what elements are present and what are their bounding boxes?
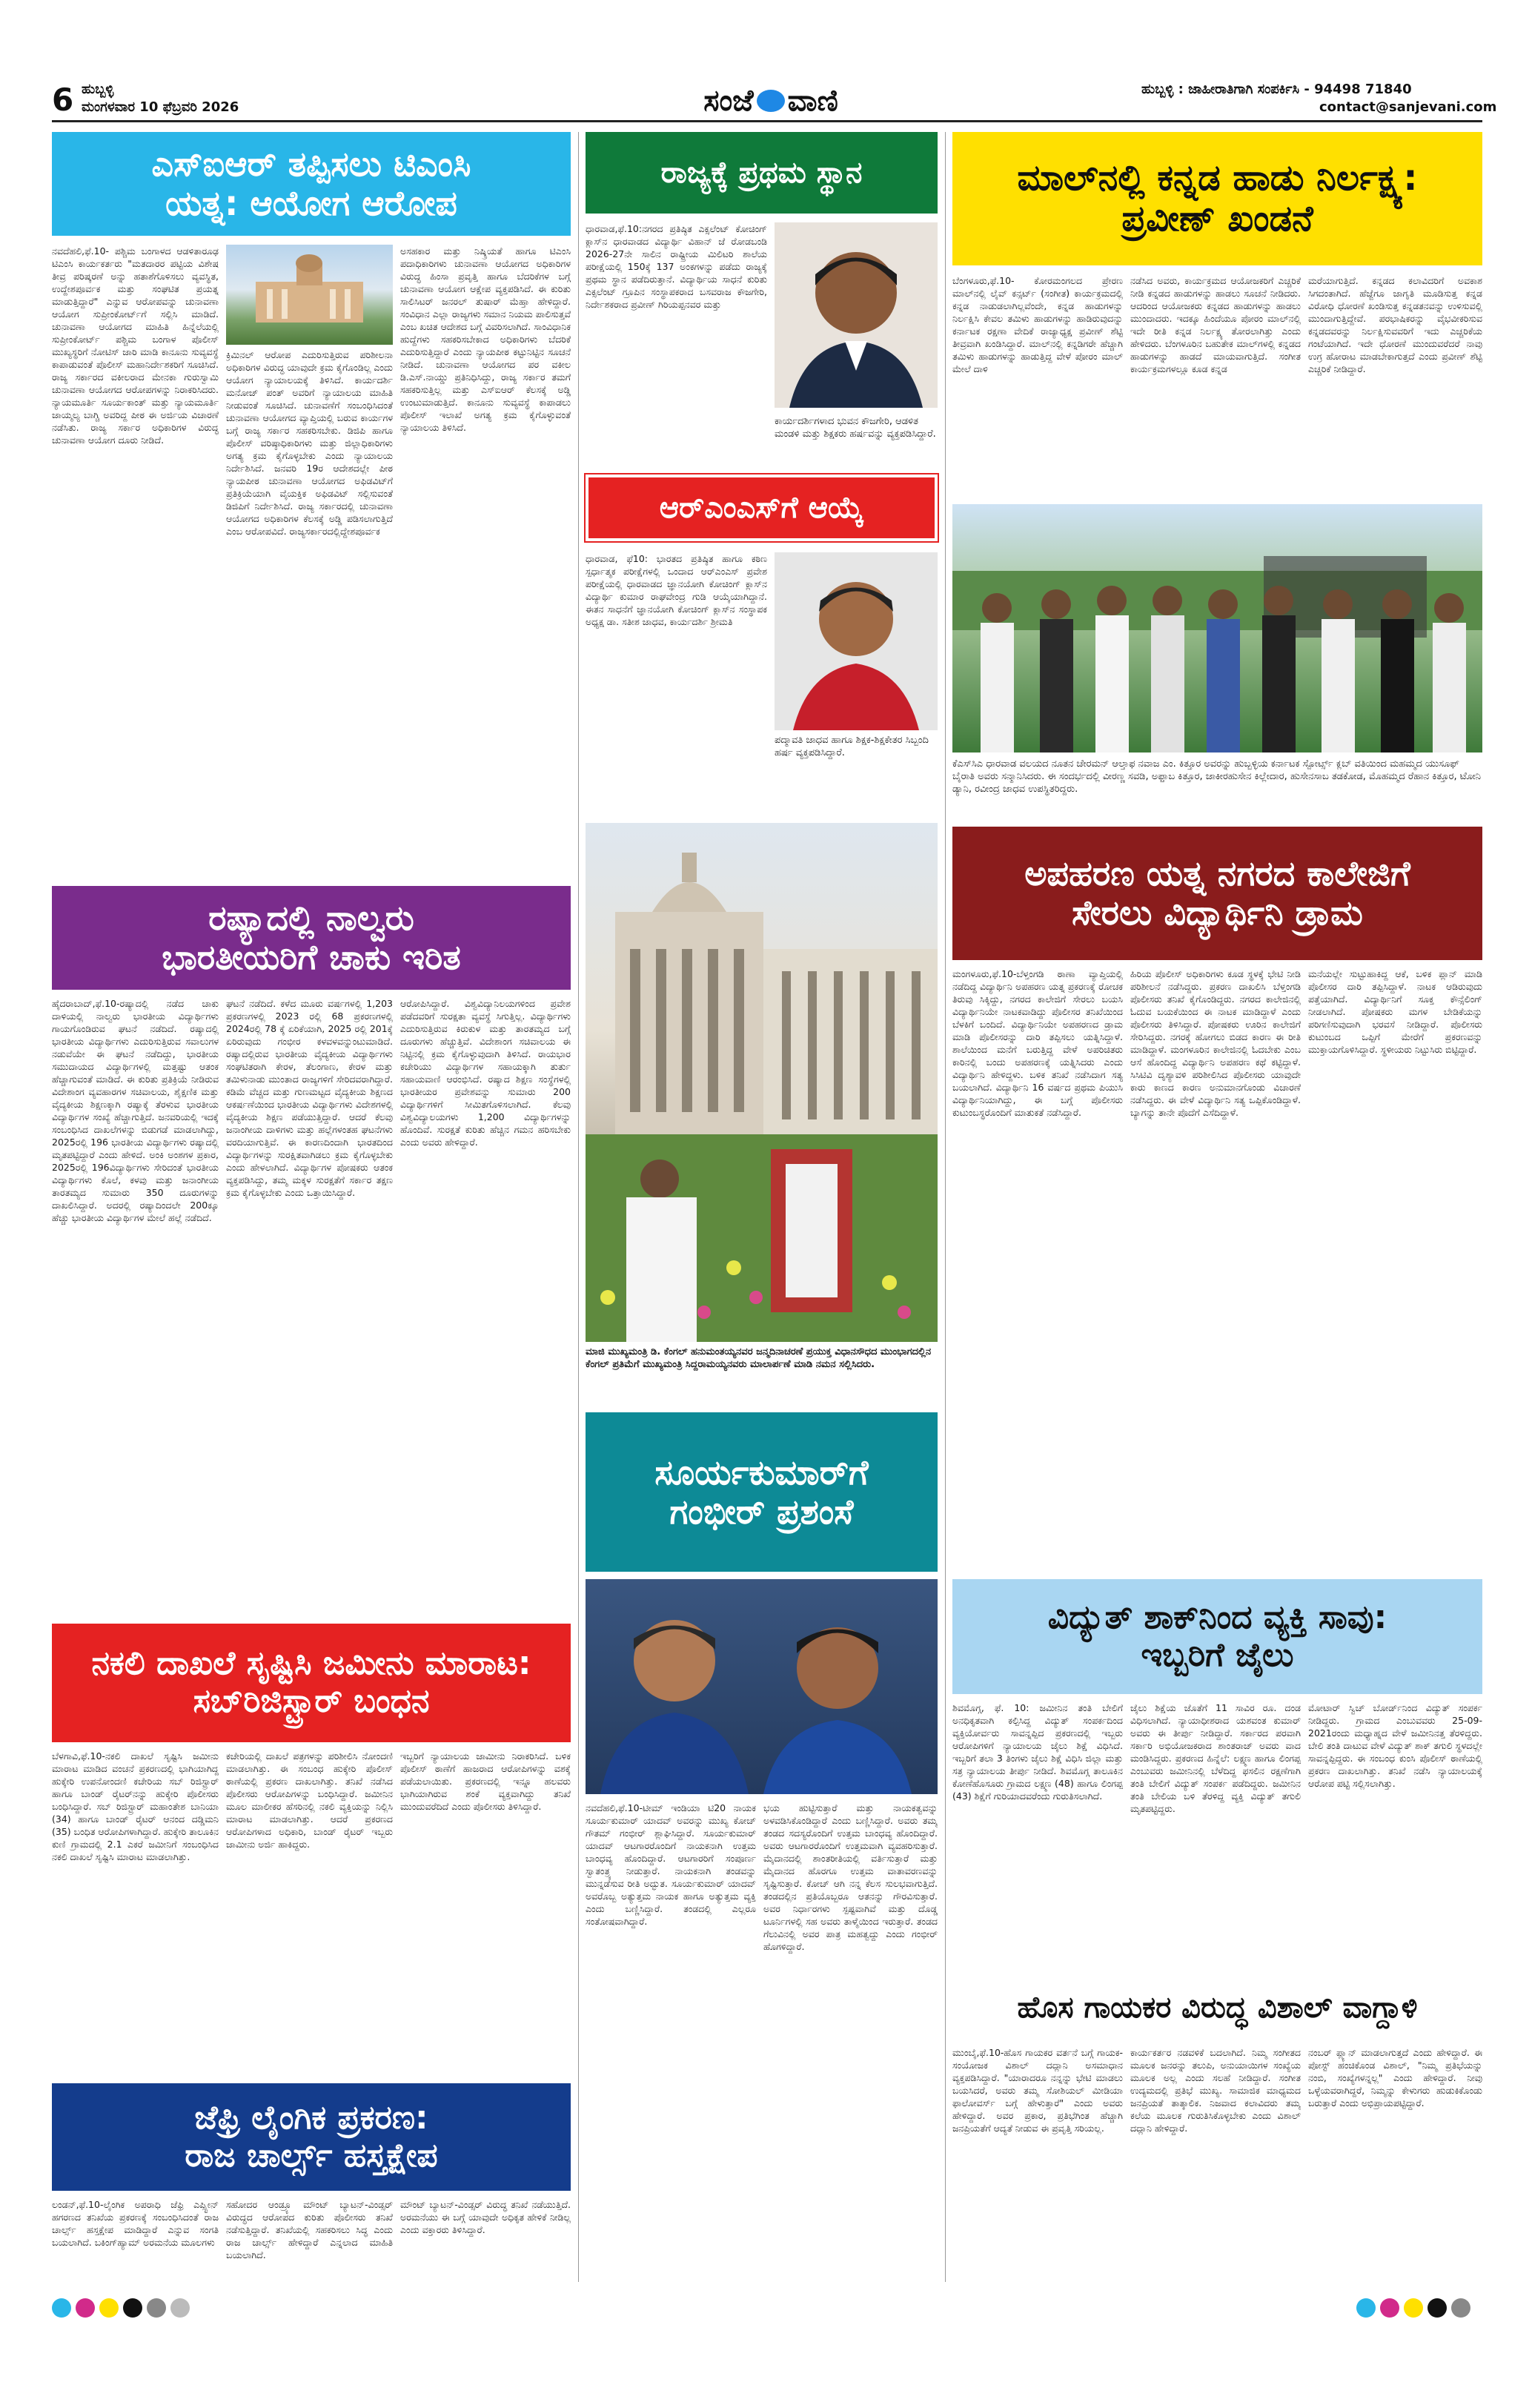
cyan-dot <box>1356 2298 1376 2318</box>
kidnap-headline-line1: ಅಪಹರಣ ಯತ್ನ ನಗರದ ಕಾಲೇಜಿಗೆ <box>1024 853 1410 894</box>
rms-body: ಧಾರವಾಡ, ಫೆ10: ಭಾರತದ ಪ್ರತಿಷ್ಠಿತ ಹಾಗೂ ಕಠಿಣ ಸ್ಪರ್ಧಾತ್ಮಕ ಪರೀಕ್ಷೆಗಳಲ್ಲಿ ಒಂದಾದ ಆರ್‌ಎಂಎಸ್ ಪ್ರವೇಶ ಪರೀಕ್ಷೆಯಲ್ಲಿ ಧಾರವಾಡದ ಜ್ಞಾನಯೋಗಿ ಕೋಚಿಂಗ್ ಕ್ಲಾಸ್‌ನ ವಿದ್ಯಾರ್ಥಿ ಕುಮಾರ ರಾಘವೇಂದ್ರ ಗುಡಿ ಆಯ್ಕೆಯಾಗಿದ್ದಾನೆ. ಈತನ ಸಾಧನೆಗೆ ಜ್ಞಾನಯೋಗಿ ಕೋಚಿಂಗ್ ಕ್ಲಾಸ್‌ನ ಸಂಸ್ಥಾಪಕ ಅಧ್ಯಕ್ಷ ಡಾ. ಸತೀಶ ಜಾಧವ, ಕಾರ್ಯದರ್ಶಿ ಶ್ರೀಮತಿ <box>586 553 767 627</box>
surya-col2: ಭಯ ಹುಟ್ಟಿಸುತ್ತಾರೆ ಮತ್ತು ನಾಯಕತ್ವವನ್ನು ಅಳವಡಿಸಿಕೊಂಡಿದ್ದಾರೆ ಎಂದು ಬಣ್ಣಿಸಿದ್ದಾರೆ. ಅವರು ತಮ್ಮ ತಂಡದ ಸದಸ್ಯರೊಂದಿಗೆ ಉತ್ತಮ ಬಾಂಧವ್ಯ ಹೊಂದಿದ್ದಾರೆ. ಅವರು ಆಟಗಾರರೊಂದಿಗೆ ಉತ್ತಮವಾಗಿ ವ್ಯವಹರಿಸುತ್ತಾರೆ. ಮೈದಾನದಲ್ಲಿ ಶಾಂತರೀತಿಯಲ್ಲಿ ವರ್ತಿಸುತ್ತಾರೆ ಮತ್ತು ಮೈದಾನದ ಹೊರಗೂ ಉತ್ತಮ ವಾತಾವರಣವನ್ನು ಸೃಷ್ಟಿಸುತ್ತಾರೆ. ಕೋಚ್ ಆಗಿ ನನ್ನ ಕೆಲಸ ಸುಲಭವಾಗುತ್ತಿದೆ. ತಂಡದಲ್ಲಿನ ಪ್ರತಿಯೊಬ್ಬರೂ ಆತನನ್ನು ಗೌರವಿಸುತ್ತಾರೆ. ಅವರ ನಿರ್ಧಾರಗಳು ಸ್ಪಷ್ಟವಾಗಿವೆ ಮತ್ತು ದೊಡ್ಡ ಟೂರ್ನಿಗಳಲ್ಲಿ ಸಹ ಅವರು ತಾಳ್ಮೆಯಿಂದ ಇರುತ್ತಾರೆ. ತಂಡದ ಗೆಲುವಿನಲ್ಲಿ ಅವರ ಪಾತ್ರ ಮಹತ್ವದ್ದು ಎಂದು ಗಂಭೀರ್ ಹೊಗಳಿದ್ದಾರೆ. <box>763 1802 938 1952</box>
fake-headline-line1: ನಕಲಿ ದಾಖಲೆ ಸೃಷ್ಟಿಸಿ ಜಮೀನು ಮಾರಾಟ: <box>91 1644 531 1683</box>
jeffrey-headline-line1: ಜೆಫ್ರಿ ಲೈಂಗಿಕ ಪ್ರಕರಣ: <box>194 2098 428 2137</box>
masthead-globe-icon <box>757 90 785 112</box>
student-portrait-icon-2 <box>775 552 938 730</box>
russia-headline-line2: ಭಾರತೀಯರಿಗೆ ಚಾಕು ಇರಿತ <box>162 937 461 977</box>
gambhir-suryakumar-photo <box>586 1579 938 1794</box>
kidnap-col2: ಹಿರಿಯ ಪೊಲೀಸ್ ಅಧಿಕಾರಿಗಳು ಕೂಡ ಸ್ಥಳಕ್ಕೆ ಭೇಟಿ ನೀಡಿ ಪರಿಶೀಲನೆ ನಡೆಸಿದ್ದರು. ಪ್ರಕರಣ ದಾಖಲಿಸಿ ಬೆಳ್ತಂಗಡಿ ಪೊಲೀಸರು ತನಿಖೆ ಕೈಗೊಂಡಿದ್ದರು. ನಗರದ ಕಾಲೇಜಿನಲ್ಲಿ ಓದುವ ಬಯಕೆಯಿಂದ ಈ ನಾಟಕ ಮಾಡಿದ್ದಾಳೆ ಎಂದು ಪೊಲೀಸರು ತಿಳಿಸಿದ್ದಾರೆ. ಪೋಷಕರು ಊರಿನ ಕಾಲೇಜಿಗೆ ಸೇರಿಸಿದ್ದರು. ನಗರಕ್ಕೆ ಹೋಗಲು ಬಿಡದ ಕಾರಣ ಈ ರೀತಿ ಮಾಡಿದ್ದಾಳೆ. ಮಂಗಳೂರಿನ ಕಾಲೇಜಿನಲ್ಲಿ ಓದಬೇಕು ಎಂಬ ಆಸೆ ಹೊಂದಿದ್ದ ವಿದ್ಯಾರ್ಥಿನಿ ಅಪಹರಣ ಕಥೆ ಕಟ್ಟಿದ್ದಾಳೆ. ಸಿಸಿಟಿವಿ ದೃಶ್ಯಾವಳಿ ಪರಿಶೀಲಿಸಿದ ಪೊಲೀಸರು ಯಾವುದೇ ಕಾರು ಕಾಣದ ಕಾರಣ ಅನುಮಾನಗೊಂಡು ವಿಚಾರಣೆ ನಡೆಸಿದ್ದರು. ಈ ವೇಳೆ ವಿದ್ಯಾರ್ಥಿನಿ ಸತ್ಯ ಒಪ್ಪಿಕೊಂಡಿದ್ದಾಳೆ. ಬ್ಯಾಗನ್ನು ತಾನೇ ಪೊದೆಗೆ ಎಸೆದಿದ್ದಾಳೆ. <box>1130 968 1301 1118</box>
surya-headline-line1: ಸೂರ್ಯಕುಮಾರ್‌ಗೆ <box>654 1452 869 1492</box>
kidnap-headline <box>952 827 1482 960</box>
sir-col2: ಕ್ರಿಮಿನಲ್ ಆರೋಪ ಎದುರಿಸುತ್ತಿರುವ ಪರಿಶೀಲನಾ ಅಧಿಕಾರಿಗಳ ವಿರುದ್ಧ ಯಾವುದೇ ಕ್ರಮ ಕೈಗೊಂಡಿಲ್ಲ ಎಂದು ಆಯೋಗ ನ್ಯಾಯಾಲಯಕ್ಕೆ ತಿಳಿಸಿದೆ. ಕಾರ್ಯದರ್ಶಿ ಮನೋಜ್ ಪಂತ್ ಅವರಿಗೆ ನ್ಯಾಯಾಲಯ ಮಾಹಿತಿ ನೀಡುವಂತೆ ಸೂಚಿಸಿದೆ. ಚುನಾವಣೆಗೆ ಸಂಬಂಧಿಸಿದಂತೆ ಚುನಾವಣಾ ಆಯೋಗದ ವ್ಯಾಪ್ತಿಯಲ್ಲಿ ಬರುವ ಕಾರ್ಯಗಳ ಬಗ್ಗೆ ರಾಜ್ಯ ಸರ್ಕಾರ ಸಹಕರಿಸಬೇಕು. ಡಿಜಿಪಿ ಹಾಗೂ ಪೊಲೀಸ್ ವರಿಷ್ಠಾಧಿಕಾರಿಗಳು ಮತ್ತು ಜಿಲ್ಲಾಧಿಕಾರಿಗಳು ಅಗತ್ಯ ಕ್ರಮ ಕೈಗೊಳ್ಳಬೇಕು ಎಂದು ನ್ಯಾಯಾಲಯ ನಿರ್ದೇಶಿಸಿದೆ. ಜನವರಿ 19ರ ಆದೇಶದಲ್ಲೇ ಪೀಠ ನ್ಯಾಯಪೀಠ ಚುನಾವಣಾ ಆಯೋಗದ ಅಫಿಡವಿಟ್‌ಗೆ ಪ್ರತಿಕ್ರಿಯೆಯಾಗಿ ವೈಯಕ್ತಿಕ ಅಫಿಡವಿಟ್ ಸಲ್ಲಿಸುವಂತೆ ಡಿಜಿಪಿಗೆ ನಿರ್ದೇಶಿಸಿದೆ. ರಾಜ್ಯ ಸರ್ಕಾರದಲ್ಲಿ ಚುನಾವಣಾ ಆಯೋಗದ ಅಧಿಕಾರಿಗಳ ಕೆಲಸಕ್ಕೆ ಅಡ್ಡಿ ಪಡಿಸಲಾಗುತ್ತಿದೆ ಎಂಬ ಆರೋಪವಿದೆ. ರಾಜ್ಯಸರ್ಕಾರದಲ್ಲಿದ್ದೇಶಪೂರ್ವಕ <box>226 349 393 537</box>
rms-student-photo <box>775 552 938 730</box>
mall-headline-line2: ಪ್ರವೀಣ್ ಖಂಡನೆ <box>1121 198 1313 239</box>
ksca-caption: ಕೆಎಸ್‌ಸಿಎ ಧಾರವಾಡ ವಲಯದ ನೂತನ ಚೇರಮನ್ ಆಲ್ತಾಫ ನವಾಜ ಎಂ. ಕಿತ್ತೂರ ಅವರನ್ನು ಹುಬ್ಬಳ್ಳಿಯ ಕರ್ನಾಟಕ ಸ್ಪೋರ್ಟ್ಸ್ ಕ್ಲಬ್ ವತಿಯಿಂದ ಮಹಮ್ಮದ ಯುಸೂಫ್ ಬೈರಾತಿ ಅವರು ಸನ್ಮಾನಿಸಿದರು. ಈ ಸಂದರ್ಭದಲ್ಲಿ ವೀರಣ್ಣ ಸವಡಿ, ಅಫ್ತಾಬ ಕಿತ್ತೂರ, ಜಾಕೀರಹುಸೇನ ಕಿಲ್ಲೇದಾರ, ಹುಸೇನಸಾಬ ತಡಕೋಡ, ಮೊಹಮ್ಮದ ರೆಹಾನ ಕಿತ್ತೂರ, ಟೋನಿ ಡ್ಯಾನಿ, ರವೀಂದ್ರ ಜಾಧವ ಉಪಸ್ಥಿತರಿದ್ದರು. <box>952 758 1482 795</box>
jeffrey-headline-line2: ರಾಜ ಚಾರ್ಲ್ಸ್ ಹಸ್ತಕ್ಷೇಪ <box>185 2136 438 2174</box>
yellow-dot <box>1404 2298 1423 2318</box>
fake-headline <box>52 1624 571 1742</box>
surya-col1: ನವದೆಹಲಿ,ಫೆ.10-ಟೀಮ್ ಇಂಡಿಯಾ ಟಿ20 ನಾಯಕ ಸೂರ್ಯಕುಮಾರ್ ಯಾದವ್ ಅವರನ್ನು ಮುಖ್ಯ ಕೋಚ್ ಗೌತಮ್ ಗಂಭೀರ್ ಶ್ಲಾಘಿಸಿದ್ದಾರೆ. ಸೂರ್ಯಕುಮಾರ್ ಯಾದವ್ ಆಟಗಾರರೊಂದಿಗೆ ನಾಯಕನಾಗಿ ಉತ್ತಮ ಬಾಂಧವ್ಯ ಹೊಂದಿದ್ದಾರೆ. ಆಟಗಾರರಿಗೆ ಸಂಪೂರ್ಣ ಸ್ವಾತಂತ್ರ್ಯ ನೀಡುತ್ತಾರೆ. ನಾಯಕನಾಗಿ ತಂಡವನ್ನು ಮುನ್ನಡೆಸುವ ರೀತಿ ಅದ್ಭುತ. ಸೂರ್ಯಕುಮಾರ್ ಯಾದವ್ ಅವರೊಬ್ಬ ಅತ್ಯುತ್ತಮ ನಾಯಕ ಹಾಗೂ ಅತ್ಯುತ್ತಮ ವ್ಯಕ್ತಿ ಎಂದು ಬಣ್ಣಿಸಿದ್ದಾರೆ. ತಂಡದಲ್ಲಿ ಎಲ್ಲರೂ ಸಂತೋಷವಾಗಿದ್ದಾರೆ. <box>586 1802 756 1927</box>
cyan-dot <box>52 2298 71 2318</box>
lightgray-dot <box>170 2298 190 2318</box>
jeffrey-col3: ಮೌಂಟ್ ಬ್ಯಾಟನ್-ವಿಂಡ್ಸರ್ ವಿರುದ್ಧ ತನಿಖೆ ನಡೆಯುತ್ತಿದೆ. ಅರಮನೆಯು ಈ ಬಗ್ಗೆ ಯಾವುದೇ ಅಧಿಕೃತ ಹೇಳಿಕೆ ನೀಡಿಲ್ಲ ಎಂದು ವಕ್ತಾರರು ತಿಳಿಸಿದ್ದಾರೆ. <box>400 2199 571 2235</box>
registration-marks-left <box>52 2298 190 2318</box>
black-dot <box>1427 2298 1447 2318</box>
tribute-caption: ಮಾಜಿ ಮುಖ್ಯಮಂತ್ರಿ ಡಿ. ಕೆಂಗಲ್ ಹನುಮಂತಯ್ಯನವರ ಜನ್ಮದಿನಾಚರಣೆ ಪ್ರಯುಕ್ತ ವಿಧಾನಸೌಧದ ಮುಂಭಾಗದಲ್ಲಿನ ಕೆಂಗಲ್ ಪ್ರತಿಮೆಗೆ ಮುಖ್ಯಮಂತ್ರಿ ಸಿದ್ದರಾಮಯ್ಯನವರು ಮಾಲಾರ್ಪಣೆ ಮಾಡಿ ನಮನ ಸಲ್ಲಿಸಿದರು. <box>586 1346 932 1370</box>
gray-dot <box>1451 2298 1470 2318</box>
group-of-people-icon <box>952 504 1482 752</box>
column-rule <box>578 132 579 2282</box>
singer-headline: ಹೊಸ ಗಾಯಕರ ವಿರುದ್ಧ ವಿಶಾಲ್ ವಾಗ್ದಾಳಿ <box>952 1976 1482 2039</box>
gray-dot <box>147 2298 166 2318</box>
supreme-court-building-icon <box>226 245 393 345</box>
supreme-court-photo <box>226 245 393 345</box>
kidnap-headline-line2: ಸೇರಲು ವಿದ್ಯಾರ್ಥಿನಿ ಡ್ರಾಮ <box>1072 893 1363 933</box>
surya-headline <box>586 1412 938 1572</box>
yellow-dot <box>99 2298 119 2318</box>
ksca-felicitation-photo <box>952 504 1482 752</box>
mall-col2: ನಡೆಸಿದ ಅವರು, ಕಾರ್ಯಕ್ರಮದ ಆಯೋಜಕರಿಗೆ ಎಚ್ಚರಿಕೆ ನೀಡಿ ಕನ್ನಡದ ಹಾಡುಗಳನ್ನು ಹಾಡಲು ಸೂಚನೆ ನೀಡಿದರು. ಆದರಿಂದ ಆಯೋಜಕರು ಕನ್ನಡದ ಹಾಡುಗಳನ್ನು ಹಾಡಲು ಮುಂದಾದರು. ಇದಕ್ಕೂ ಹಿಂದೆಯೂ ಪೋರಂ ಮಾಲ್‌ನಲ್ಲಿ ಇದೇ ರೀತಿ ಕನ್ನಡ ನಿರ್ಲಕ್ಷ್ಯ ತೋರಲಾಗಿತ್ತು ಎಂದು ಹೇಳಿದರು. ಬೆಂಗಳೂರಿನ ಬಹುತೇಕ ಮಾಲ್‌ಗಳಲ್ಲಿ ಕನ್ನಡದ ಹಾಡುಗಳನ್ನು ಹಾಡದೆ ಮಾಯವಾಗುತ್ತಿದೆ. ಸಂಗೀತ ಕಾರ್ಯಕ್ರಮಗಳಲ್ಲೂ ಕೂಡ ಕನ್ನಡ <box>1130 275 1301 374</box>
fake-col3: ಇಬ್ಬರಿಗೆ ನ್ಯಾಯಾಲಯ ಜಾಮೀನು ನಿರಾಕರಿಸಿದೆ. ಬಳಿಕ ಪೊಲೀಸ್ ಠಾಣೆಗೆ ಹಾಜರಾದ ಆರೋಪಿಗಳನ್ನು ವಶಕ್ಕೆ ಪಡೆಯಲಾಯಿತು. ಪ್ರಕರಣದಲ್ಲಿ ಇನ್ನೂ ಹಲವರು ಭಾಗಿಯಾಗಿರುವ ಶಂಕೆ ವ್ಯಕ್ತವಾಗಿದ್ದು ತನಿಖೆ ಮುಂದುವರೆದಿದೆ ಎಂದು ಪೊಲೀಸರು ತಿಳಿಸಿದ್ದಾರೆ. <box>400 1750 571 1812</box>
header-contact: ಹುಬ್ಬಳ್ಳಿ : ಜಾಹೀರಾತಿಗಾಗಿ ಸಂಪರ್ಕಿಸಿ - 94498 71840 <box>1141 82 1412 97</box>
masthead-right: ವಾಣಿ <box>787 84 838 118</box>
mall-headline-line1: ಮಾಲ್‌ನಲ್ಲಿ ಕನ್ನಡ ಹಾಡು ನಿರ್ಲಕ್ಷ್ಯ: <box>1017 156 1418 199</box>
rank-student-photo <box>775 222 938 408</box>
page-number: 6 <box>52 82 74 118</box>
masthead <box>667 79 875 123</box>
fake-headline-line2: ಸಬ್‌ರಿಜಿಸ್ಟ್ರಾರ್ ಬಂಧನ <box>193 1682 430 1720</box>
rank-caption: ಕಾರ್ಯದರ್ಶಿಗಳಾದ ಭುವನ ಕೌಜಗೇರಿ, ಆಡಳಿತ ಮಂಡಳಿ ಮತ್ತು ಶಿಕ್ಷಕರು ಹರ್ಷವನ್ನು ವ್ಯಕ್ತಪಡಿಸಿದ್ದಾರೆ. <box>775 416 936 440</box>
mall-col1: ಬೆಂಗಳೂರು,ಫೆ.10- ಕೋರಮಂಗಲದ ಪ್ರೇರಣ ಮಾಲ್‌ನಲ್ಲಿ ಲೈವ್ ಕನ್ಸರ್ಟ್ (ಸಂಗೀತ) ಕಾರ್ಯಕ್ರಮದಲ್ಲಿ ಕನ್ನಡ ನಾಡುಡಲಾಗಿಲ್ಲವೆಂದೇ, ಕನ್ನಡ ಹಾಡುಗಳನ್ನು ನಿರ್ಲಕ್ಷಿಸಿ ಕೇವಲ ತಮಿಳು ಹಾಡುಗಳನ್ನು ಹಾಡಿರುವುದನ್ನು ಕರ್ನಾಟಕ ರಕ್ಷಣಾ ವೇದಿಕೆ ರಾಜ್ಯಾಧ್ಯಕ್ಷ ಪ್ರವೀಣ್ ಶೆಟ್ಟಿ ತೀವ್ರವಾಗಿ ಖಂಡಿಸಿದ್ದಾರೆ. ಮಾಲ್‌ನಲ್ಲಿ ಕನ್ನಡಿಗರೇ ಹೆಚ್ಚಾಗಿ ತಮಿಳು ಹಾಡುಗಳನ್ನು ಹಾಡುತ್ತಿದ್ದ ವೇಳೆ ಪೋರಂ ಮಾಲ್ ಮೇಲೆ ದಾಳಿ <box>952 275 1123 374</box>
jeffrey-col1: ಲಂಡನ್,ಫೆ.10-ಲೈಂಗಿಕ ಅಪರಾಧಿ ಜೆಫ್ರಿ ಎಪ್ಸ್ಟೀನ್ ಹಗರಣದ ತನಿಖೆಯ ಪ್ರಕರಣಕ್ಕೆ ಸಂಬಂಧಿಸಿದಂತೆ ರಾಜ ಚಾರ್ಲ್ಸ್ ಹಸ್ತಕ್ಷೇಪ ಮಾಡಿದ್ದಾರೆ ಎನ್ನುವ ಸಂಗತಿ ಬಯಲಾಗಿದೆ. ಬಕಿಂಗ್‌ಹ್ಯಾಮ್ ಅರಮನೆಯ ಮೂಲಗಳು <box>52 2199 219 2248</box>
russia-col2: ಘಟನೆ ನಡೆದಿದೆ. ಕಳೆದ ಮೂರು ವರ್ಷಗಳಲ್ಲಿ 1,203 ಪ್ರಕರಣಗಳಲ್ಲಿ 2023 ರಲ್ಲಿ 68 ಪ್ರಕರಣಗಳಲ್ಲಿ 2024ರಲ್ಲಿ 78 ಕ್ಕೆ ಏರಿಕೆಯಾಗಿ, 2025 ರಲ್ಲಿ 201ಕ್ಕೆ ಏರಿರುವುದು ಗಂಭೀರ ಕಳವಳವನ್ನುಂಟುಮಾಡಿದೆ. ರಷ್ಯಾದಲ್ಲಿರುವ ಭಾರತೀಯ ವೈದ್ಯಕೀಯ ವಿದ್ಯಾರ್ಥಿಗಳು ಸಂಘಟಿತರಾಗಿ ಕೇರಳ, ತೆಲಂಗಾಣ, ಕೇರಳ ಮತ್ತು ತಮಿಳುನಾಡು ಮುಂತಾದ ರಾಜ್ಯಗಳಿಗೆ ಸೇರಿದವರಾಗಿದ್ದಾರೆ. ಕಡಿಮೆ ವೆಚ್ಚದ ಮತ್ತು ಗುಣಮಟ್ಟದ ವೈದ್ಯಕೀಯ ಶಿಕ್ಷಣದ ಆಕರ್ಷಣೆಯಿಂದ ಭಾರತೀಯ ವಿದ್ಯಾರ್ಥಿಗಳು ವಿದೇಶಗಳಲ್ಲಿ ವೈದ್ಯಕೀಯ ಶಿಕ್ಷಣ ಪಡೆಯುತ್ತಿದ್ದಾರೆ. ಆದರೆ ಕೆಲವು ಜನಾಂಗೀಯ ದಾಳಿಗಳು ಮತ್ತು ಹಲ್ಲೆಗಳಂತಹ ಘಟನೆಗಳು ವರದಿಯಾಗುತ್ತಿವೆ. ಈ ಕಾರಣದಿಂದಾಗಿ ಭಾರತದಿಂದ ವಿದ್ಯಾರ್ಥಿಗಳನ್ನು ಸುರಕ್ಷಿತವಾಗಿಡಲು ಕ್ರಮ ಕೈಗೊಳ್ಳಬೇಕು ಎಂದು ಹೇಳಲಾಗಿದೆ. ವಿದ್ಯಾರ್ಥಿಗಳ ಪೋಷಕರು ಆತಂಕ ವ್ಯಕ್ತಪಡಿಸಿದ್ದು, ತಮ್ಮ ಮಕ್ಕಳ ಸುರಕ್ಷತೆಗೆ ಸರ್ಕಾರ ತಕ್ಷಣ ಕ್ರಮ ಕೈಗೊಳ್ಳಬೇಕು ಎಂದು ಒತ್ತಾಯಿಸಿದ್ದಾರೆ. <box>226 998 393 1198</box>
header-date: ಮಂಗಳವಾರ 10 ಫೆಬ್ರವರಿ 2026 <box>82 99 239 115</box>
electric-col1: ಶಿವಮೊಗ್ಗ, ಫೆ. 10: ಜಮೀನಿನ ತಂತಿ ಬೇಲಿಗೆ ಅನಧಿಕೃತವಾಗಿ ಕಲ್ಪಿಸಿದ್ದ ವಿದ್ಯುತ್ ಸಂಪರ್ಕದಿಂದ ವ್ಯಕ್ತಿಯೋರ್ವರು ಸಾವನ್ನಪ್ಪಿದ ಪ್ರಕರಣದಲ್ಲಿ ಇಬ್ಬರು ಆರೋಪಿಗಳಿಗೆ ನ್ಯಾಯಾಲಯ ಜೈಲು ಶಿಕ್ಷೆ ವಿಧಿಸಿದೆ. ಇಬ್ಬರಿಗೆ ತಲಾ 3 ತಿಂಗಳು ಜೈಲು ಶಿಕ್ಷೆ ವಿಧಿಸಿ ಜಿಲ್ಲಾ ಮತ್ತು ಸತ್ರ ನ್ಯಾಯಾಲಯ ತೀರ್ಪು ನೀಡಿದೆ. ಶಿವಮೊಗ್ಗ ತಾಲೂಕಿನ ಕೋಣೆಹೊಸೂರು ಗ್ರಾಮದ ಲಕ್ಷ್ಮಣ (48) ಹಾಗೂ ಲಿಂಗಪ್ಪ (43) ಶಿಕ್ಷೆಗೆ ಗುರಿಯಾದವರೆಂದು ಗುರುತಿಸಲಾಗಿದೆ. <box>952 1702 1123 1802</box>
russia-headline-line1: ರಷ್ಯಾದಲ್ಲಿ ನಾಲ್ವರು <box>208 898 414 939</box>
singer-col3: ನಂಬರ್ ಪ್ಲ್ಯಾನ್ ಮಾಡಲಾಗುತ್ತದೆ ಎಂದು ಹೇಳಿದ್ದಾರೆ. ಈ ಪೋಸ್ಟ್ ಹಂಚಿಕೊಂಡ ವಿಶಾಲ್, "ನಿಮ್ಮ ಪ್ರತಿಭೆಯನ್ನು ನಂಬಿ, ಸಂಖ್ಯೆಗಳನ್ನಲ್ಲ" ಎಂದು ಹೇಳಿದ್ದಾರೆ. ನೀವು ಒಳ್ಳೆಯವರಾಗಿದ್ದರೆ, ನಿಮ್ಮನ್ನು ಕೇಳುಗರು ಹುಡುಕಿಕೊಂಡು ಬರುತ್ತಾರೆ ಎಂದು ಅಭಿಪ್ರಾಯಪಟ್ಟಿದ್ದಾರೆ. <box>1308 2047 1482 2108</box>
russia-headline <box>52 886 571 990</box>
fake-col2: ಕಚೇರಿಯಲ್ಲಿ ದಾಖಲೆ ಪತ್ರಗಳನ್ನು ಪರಿಶೀಲಿಸಿ ನೋಂದಣಿ ಮಾಡಲಾಗಿತ್ತು. ಈ ಸಂಬಂಧ ಹುಕ್ಕೇರಿ ಪೊಲೀಸ್ ಠಾಣೆಯಲ್ಲಿ ಪ್ರಕರಣ ದಾಖಲಾಗಿತ್ತು. ತನಿಖೆ ನಡೆಸಿದ ಪೊಲೀಸರು ಆರೋಪಿಗಳನ್ನು ಬಂಧಿಸಿದ್ದಾರೆ. ಜಮೀನಿನ ಮೂಲ ಮಾಲೀಕರ ಹೆಸರಿನಲ್ಲಿ ನಕಲಿ ವ್ಯಕ್ತಿಯನ್ನು ನಿಲ್ಲಿಸಿ ಮಾರಾಟ ಮಾಡಲಾಗಿತ್ತು. ಆದರೆ ಪ್ರಕರಣದ ಆರೋಪಿಗಳಾದ ಅಧಿಕಾರಿ, ಬಾಂಡ್ ರೈಟರ್ ಇಬ್ಬರು ಜಾಮೀನು ಅರ್ಜಿ ಹಾಕಿದ್ದರು. <box>226 1750 393 1850</box>
magenta-dot <box>76 2298 95 2318</box>
russia-col1: ಹೈದರಾಬಾದ್,ಫೆ.10-ರಷ್ಯಾದಲ್ಲಿ ನಡೆದ ಚಾಕು ದಾಳಿಯಲ್ಲಿ ನಾಲ್ವರು ಭಾರತೀಯ ವಿದ್ಯಾರ್ಥಿಗಳು ಗಾಯಗೊಂಡಿರುವ ಘಟನೆ ನಡೆದಿದೆ. ರಷ್ಯಾದಲ್ಲಿ ಭಾರತೀಯ ವಿದ್ಯಾರ್ಥಿಗಳು ಎದುರಿಸುತ್ತಿರುವ ಸವಾಲುಗಳ ನಡುವೆಯೇ ಈ ಘಟನೆ ನಡೆದಿದ್ದು, ಭಾರತೀಯ ಸಮುದಾಯದ ವಿದ್ಯಾರ್ಥಿಗಳಲ್ಲಿ ಮತ್ತಷ್ಟು ಆತಂಕ ಹೆಚ್ಚಾಗುವಂತೆ ಮಾಡಿದೆ. ಈ ಕುರಿತು ಪ್ರತಿಕ್ರಿಯೆ ನೀಡಿರುವ ವಿದೇಶಾಂಗ ವ್ಯವಹಾರಗಳ ಸಚಿವಾಲಯ, ಶೈಕ್ಷಣಿಕ ಮತ್ತು ವೈದ್ಯಕೀಯ ಶಿಕ್ಷಣಕ್ಕಾಗಿ ರಷ್ಯಾಕ್ಕೆ ತೆರಳುವ ಭಾರತೀಯ ವಿದ್ಯಾರ್ಥಿಗಳ ಸಂಖ್ಯೆ ಹೆಚ್ಚಾಗುತ್ತಿದೆ. ಜನವರಿಯಲ್ಲಿ ಇದಕ್ಕೆ ಸಂಬಂಧಿಸಿದ ದಾಖಲೆಗಳನ್ನು ಬಿಡುಗಡೆ ಮಾಡಲಾಗಿದ್ದು, 2025ರಲ್ಲಿ 196 ಭಾರತೀಯ ವಿದ್ಯಾರ್ಥಿಗಳು ರಷ್ಯಾದಲ್ಲಿ ಮೃತಪಟ್ಟಿದ್ದಾರೆ ಎಂದು ಹೇಳಿದೆ. ಅಂಕಿ ಅಂಶಗಳ ಪ್ರಕಾರ, 2025ರಲ್ಲಿ 196ವಿದ್ಯಾರ್ಥಿಗಳು ಸೇರಿದಂತೆ ಭಾರತೀಯ ವಿದ್ಯಾರ್ಥಿಗಳು ಕೊಲೆ, ಕಳವು ಮತ್ತು ಜನಾಂಗೀಯ ತಾರತಮ್ಯದ ಸುಮಾರು 350 ದೂರುಗಳನ್ನು ದಾಖಲಿಸಿದ್ದಾರೆ. ಅದರಲ್ಲಿ ರಷ್ಯಾದಿಂದಲೇ 200ಕ್ಕೂ ಹೆಚ್ಚು ಭಾರತೀಯ ವಿದ್ಯಾರ್ಥಿಗಳ ಮೇಲೆ ಹಲ್ಲೆ ನಡೆದಿದೆ. <box>52 998 219 1223</box>
sir-col1: ನವದೆಹಲಿ,ಫೆ.10- ಪಶ್ಚಿಮ ಬಂಗಾಳದ ಆಡಳಿತಾರೂಢ ಟಿಎಂಸಿ ಕಾರ್ಯಕರ್ತರು "ಮತದಾರರ ಪಟ್ಟಿಯ ವಿಶೇಷ ತೀವ್ರ ಪರಿಷ್ಕರಣೆ ಅನ್ನು ಹತಾಶೆಗೊಳಿಸಲು ವ್ಯವಸ್ಥಿತ, ಉದ್ದೇಶಪೂರ್ವಕ ಮತ್ತು ಸಂಘಟಿತ ಪ್ರಯತ್ನ ಮಾಡುತ್ತಿದ್ದಾರೆ" ಎನ್ನುವ ಆರೋಪವನ್ನು ಚುನಾವಣಾ ಆಯೋಗ ಸುಪ್ರೀಂಕೋರ್ಟ್‌ಗೆ ಸಲ್ಲಿಸಿ ಮಾಡಿದೆ. ಚುನಾವಣಾ ಆಯೋಗದ ಮಾಹಿತಿ ಹಿನ್ನೆಲೆಯಲ್ಲಿ ಸುಪ್ರೀಂಕೋರ್ಟ್ ಪಶ್ಚಿಮ ಬಂಗಾಳ ಪೊಲೀಸ್ ಮುಖ್ಯಸ್ಥರಿಗೆ ನೋಟಿಸ್ ಜಾರಿ ಮಾಡಿ ಕಾನೂನು ಸುವ್ಯವಸ್ಥೆ ಕಾಪಾಡುವಂತೆ ಪೊಲೀಸ್ ಮಹಾನಿರ್ದೇಶಕರಿಗೆ ಸೂಚಿಸಿದೆ. ರಾಜ್ಯ ಸರ್ಕಾರದ ವಕೀಲರಾದ ಮೇನಕಾ ಗುರುಸ್ವಾಮಿ ಚುನಾವಣಾ ಆಯೋಗದ ಆರೋಪಗಳನ್ನು ನಿರಾಕರಿಸಿದರು. ನ್ಯಾಯಮೂರ್ತಿ ಸೂರ್ಯಕಾಂತ್ ಮತ್ತು ನ್ಯಾಯಮೂರ್ತಿ ಜಾಯ್ಮಲ್ಯ ಬಾಗ್ಚಿ ಅವರಿದ್ದ ಪೀಠ ಈ ಅರ್ಜಿಯ ವಿಚಾರಣೆ ನಡೆಸಿತು. ರಾಜ್ಯ ಸರ್ಕಾರ ಅಧಿಕಾರಿಗಳ ವಿರುದ್ಧ ಚುನಾವಣಾ ಆಯೋಗ ದೂರು ನೀಡಿದೆ. <box>52 245 219 446</box>
masthead-left: ಸಂಜೆ <box>703 84 754 118</box>
electric-headline-line1: ವಿದ್ಯುತ್ ಶಾಕ್‌ನಿಂದ ವ್ಯಕ್ತಿ ಸಾವು: <box>1047 1598 1387 1636</box>
header-divider <box>52 120 1482 122</box>
fake-col1: ಬೆಳಗಾವಿ,ಫೆ.10-ನಕಲಿ ದಾಖಲೆ ಸೃಷ್ಟಿಸಿ ಜಮೀನು ಮಾರಾಟ ಮಾಡಿದ ವಂಚನೆ ಪ್ರಕರಣದಲ್ಲಿ ಭಾಗಿಯಾಗಿದ್ದ ಹುಕ್ಕೇರಿ ಉಪನೋಂದಣಿ ಕಚೇರಿಯ ಸಬ್ ರಿಜಿಸ್ಟ್ರಾರ್ ಹಾಗೂ ಬಾಂಡ್ ರೈಟರ್‌ನನ್ನು ಹುಕ್ಕೇರಿ ಪೊಲೀಸರು ಬಂಧಿಸಿದ್ದಾರೆ. ಸಬ್ ರಿಜಿಸ್ಟ್ರಾರ್ ಮಹಾಂತೇಶ ಬಾನಿಯಾ (34) ಹಾಗೂ ಬಾಂಡ್ ರೈಟರ್ ಆನಂದ ದಡ್ಡಿಮನಿ (35) ಬಂಧಿತ ಆರೋಪಿಗಳಾಗಿದ್ದಾರೆ. ಹುಕ್ಕೇರಿ ತಾಲೂಕಿನ ಕುಣಿ ಗ್ರಾಮದಲ್ಲಿ 2.1 ಎಕರೆ ಜಮೀನಿಗೆ ಸಂಬಂಧಿಸಿದ ನಕಲಿ ದಾಖಲೆ ಸೃಷ್ಟಿಸಿ ಮಾರಾಟ ಮಾಡಲಾಗಿತ್ತು. <box>52 1750 219 1862</box>
header-email[interactable]: contact@sanjevani.com <box>1319 99 1497 115</box>
rank-body: ಧಾರವಾಡ,ಫೆ.10:ನಗರದ ಪ್ರತಿಷ್ಠಿತ ಎಕ್ಸಲೆಂಟ್ ಕೋಚಿಂಗ್ ಕ್ಲಾಸ್‌ನ ಧಾರವಾಡದ ವಿದ್ಯಾರ್ಥಿ ವಿಹಾನ್ ಜೆ ರೋಡಬಂಡಿ 2026-27ನೇ ಸಾಲಿನ ರಾಷ್ಟ್ರೀಯ ಮಿಲಿಟರಿ ಶಾಲೆಯ ಪರೀಕ್ಷೆಯಲ್ಲಿ 150ಕ್ಕೆ 137 ಅಂಕಗಳನ್ನು ಪಡೆದು ರಾಜ್ಯಕ್ಕೆ ಪ್ರಥಮ ಸ್ಥಾನ ಪಡೆದಿರುತ್ತಾನೆ. ವಿದ್ಯಾರ್ಥಿಯ ಸಾಧನೆ ಕುರಿತು ಎಕ್ಸಲೆಂಟ್ ಗ್ರೂಪಿನ ಸಂಸ್ಥಾಪಕರಾದ ಬಸವರಾಜ ಕೌಜಗೇರಿ, ನಿರ್ದೇಶಕರಾದ ಪ್ರವೀಣ್ ಗಿರಿಯಪ್ಪನವರ ಮತ್ತು <box>586 223 767 310</box>
column-rule <box>945 132 946 2282</box>
header-city: ಹುಬ್ಬಳ್ಳಿ <box>82 82 114 97</box>
kidnap-col1: ಮಂಗಳೂರು,ಫೆ.10-ಬೆಳ್ತಂಗಡಿ ಠಾಣಾ ವ್ಯಾಪ್ತಿಯಲ್ಲಿ ನಡೆದಿದ್ದ ವಿದ್ಯಾರ್ಥಿನಿ ಅಪಹರಣ ಯತ್ನ ಪ್ರಕರಣಕ್ಕೆ ರೋಚಕ ತಿರುವು ಸಿಕ್ಕಿದ್ದು, ನಗರದ ಕಾಲೇಜಿಗೆ ಸೇರಲು ಬಯಸಿ ವಿದ್ಯಾರ್ಥಿನಿಯೇ ನಾಟಕವಾಡಿದ್ದು ಪೊಲೀಸರ ತನಿಖೆಯಿಂದ ಬೆಳಕಿಗೆ ಬಂದಿದೆ. ವಿದ್ಯಾರ್ಥಿನಿಯೇ ಅಪಹರಣದ ಡ್ರಾಮ ಮಾಡಿ ಪೊಲೀಸರನ್ನು ದಾರಿ ತಪ್ಪಿಸಲು ಯತ್ನಿಸಿದ್ದಾಳೆ. ಶಾಲೆಯಿಂದ ಮನೆಗೆ ಬರುತ್ತಿದ್ದ ವೇಳೆ ಅಪರಿಚಿತರು ಕಾರಿನಲ್ಲಿ ಬಂದು ಅಪಹರಣಕ್ಕೆ ಯತ್ನಿಸಿದರು ಎಂದು ವಿದ್ಯಾರ್ಥಿನಿ ಹೇಳಿದ್ದಳು. ಬಳಿಕ ತನಿಖೆ ನಡೆಸಿದಾಗ ಸತ್ಯ ಬಯಲಾಗಿದೆ. ವಿದ್ಯಾರ್ಥಿನಿ 16 ವರ್ಷದ ಪ್ರಥಮ ಪಿಯುಸಿ ವಿದ್ಯಾರ್ಥಿನಿಯಾಗಿದ್ದು, ಈ ಬಗ್ಗೆ ಪೊಲೀಸರು ಕುಟುಂಬಸ್ಥರೊಂದಿಗೆ ಮಾತುಕತೆ ನಡೆಸಿದ್ದಾರೆ. <box>952 968 1123 1118</box>
sir-headline-line2: ಯತ್ನ: ಆಯೋಗ ಆರೋಪ <box>165 183 457 223</box>
mall-col3: ಮರೆಯಾಗುತ್ತಿದೆ. ಕನ್ನಡದ ಕಲಾವಿದರಿಗೆ ಅವಕಾಶ ಸಿಗದಂತಾಗಿದೆ. ಹೆಜ್ಜೆಗೂ ಜಾಗೃತಿ ಮೂಡಿಸುತ್ತ ಕನ್ನಡ ವಿರೋಧಿ ಧೋರಣೆ ಖಂಡಿಸುತ್ತ ಕನ್ನಡತನವನ್ನು ಉಳಿಸುವಲ್ಲಿ ಮುಂದಾಗುತ್ತಿದ್ದೇವೆ. ಪರಭಾಷಿಕರನ್ನು ವೈಭವೀಕರಿಸುವ ಕನ್ನಡದವರನ್ನು ನಿರ್ಲಕ್ಷಿಸುವವರಿಗೆ ಇದು ಎಚ್ಚರಿಕೆಯ ಗಂಟೆಯಾಗಿದೆ. ಇದೇ ಧೋರಣೆ ಮುಂದುವರೆದರೆ ನಾವು ಉಗ್ರ ಹೋರಾಟ ಮಾಡಬೇಕಾಗುತ್ತದೆ ಎಂದು ಪ್ರವೀಣ್ ಶೆಟ್ಟಿ ಎಚ್ಚರಿಕೆ ನೀಡಿದ್ದಾರೆ. <box>1308 275 1482 374</box>
rms-headline: ಆರ್‌ಎಂಎಸ್‌ಗೆ ಆಯ್ಕೆ <box>586 474 938 541</box>
electric-col3: ಮೋಟಾರ್ ಸ್ವಿಚ್ ಬೋರ್ಡ್‌ನಿಂದ ವಿದ್ಯುತ್ ಸಂಪರ್ಕ ನೀಡಿದ್ದರು. ಗ್ರಾಮದ ಎಂಬುವವರು 25-09-2021ರಂದು ಮಧ್ಯಾಹ್ನದ ವೇಳೆ ಜಮೀನಿನತ್ತ ತೆರಳಿದ್ದರು. ಬೇಲಿ ತಂತಿ ದಾಟುವ ವೇಳೆ ವಿದ್ಯುತ್ ಶಾಕ್ ತಗುಲಿ ಸ್ಥಳದಲ್ಲೇ ಸಾವನ್ನಪ್ಪಿದ್ದರು. ಈ ಸಂಬಂಧ ಕುಂಸಿ ಪೊಲೀಸ್ ಠಾಣೆಯಲ್ಲಿ ಪ್ರಕರಣ ದಾಖಲಾಗಿತ್ತು. ತನಿಖೆ ನಡೆಸಿ ನ್ಯಾಯಾಲಯಕ್ಕೆ ಆರೋಪ ಪಟ್ಟಿ ಸಲ್ಲಿಸಲಾಗಿತ್ತು. <box>1308 1702 1482 1789</box>
mall-headline <box>952 132 1482 265</box>
sir-col3: ಅಸಹಕಾರ ಮತ್ತು ನಿಷ್ಕ್ರಿಯತೆ ಹಾಗೂ ಟಿಎಂಸಿ ಪದಾಧಿಕಾರಿಗಳು ಚುನಾವಣಾ ಆಯೋಗದ ಅಧಿಕಾರಿಗಳ ವಿರುದ್ಧ ಹಿಂಸಾ ಪ್ರವೃತ್ತಿ ಹಾಗೂ ಬೆದರಿಕೆಗಳ ಬಗ್ಗೆ ಚುನಾವಣಾ ಆಯೋಗ ಆಕ್ಷೇಪ ವ್ಯಕ್ತಪಡಿಸಿದೆ. ಈ ಕುರಿತು ಸಾಲಿಸಿಟರ್ ಜನರಲ್ ತುಷಾರ್ ಮೆಹ್ತಾ ಹೇಳಿದ್ದಾರೆ. ಸಂವಿಧಾನ ಎಲ್ಲಾ ರಾಜ್ಯಗಳು ಸಮಾನ ನಿಯಮ ಪಾಲಿಸುತ್ತವೆ ಎಂಬ ಖಚಿತ ಆದೇಶದ ಬಗ್ಗೆ ವಿವರಿಸಲಾಗಿದೆ. ಸಾಂವಿಧಾನಿಕ ಹುದ್ದೆಗಳು ಸಹಕರಿಸಬೇಕಾದ ಅಧಿಕಾರಿಗಳು ಬೆದರಿಕೆ ಎದುರಿಸುತ್ತಿದ್ದಾರೆ ಎಂದು ನ್ಯಾಯಪೀಠ ಕಟ್ಟುನಿಟ್ಟಿನ ಸೂಚನೆ ನೀಡಿದೆ. ಚುನಾವಣಾ ಆಯೋಗದ ಪರ ವಕೀಲ ಡಿ.ಎಸ್.ನಾಯ್ಡು ಪ್ರತಿನಿಧಿಸಿದ್ದು, ರಾಜ್ಯ ಸರ್ಕಾರ ತಮಗೆ ಸಹಕರಿಸುತ್ತಿಲ್ಲ ಮತ್ತು ಎಸ್‌ಐಆರ್ ಕೆಲಸಕ್ಕೆ ಅಡ್ಡಿ ಉಂಟುಮಾಡುತ್ತಿದೆ. ಕಾನೂನು ಸುವ್ಯವಸ್ಥೆ ಕಾಪಾಡಲು ಪೊಲೀಸ್ ಇಲಾಖೆ ಅಗತ್ಯ ಕ್ರಮ ಕೈಗೊಳ್ಳುವಂತೆ ನ್ಯಾಯಾಲಯ ತಿಳಿಸಿದೆ. <box>400 245 571 433</box>
jeffrey-headline <box>52 2083 571 2191</box>
surya-headline-line2: ಗಂಭೀರ್ ಪ್ರಶಂಸೆ <box>669 1491 854 1532</box>
russia-col3: ಆರೋಪಿಸಿದ್ದಾರೆ. ವಿಶ್ವವಿದ್ಯಾನಿಲಯಗಳಿಂದ ಪ್ರವೇಶ ಪಡೆದವರಿಗೆ ಸುರಕ್ಷತಾ ವ್ಯವಸ್ಥೆ ಸಿಗುತ್ತಿಲ್ಲ. ವಿದ್ಯಾರ್ಥಿಗಳು ಎದುರಿಸುತ್ತಿರುವ ಕಿರುಕುಳ ಮತ್ತು ತಾರತಮ್ಯದ ಬಗ್ಗೆ ದೂರುಗಳು ಹೆಚ್ಚುತ್ತಿವೆ. ವಿದೇಶಾಂಗ ಸಚಿವಾಲಯ ಈ ನಿಟ್ಟಿನಲ್ಲಿ ಕ್ರಮ ಕೈಗೊಳ್ಳುವುದಾಗಿ ತಿಳಿಸಿದೆ. ರಾಯಭಾರ ಕಚೇರಿಯು ವಿದ್ಯಾರ್ಥಿಗಳ ಸಹಾಯಕ್ಕಾಗಿ ತುರ್ತು ಸಹಾಯವಾಣಿ ಆರಂಭಿಸಿದೆ. ರಷ್ಯಾದ ಶಿಕ್ಷಣ ಸಂಸ್ಥೆಗಳಲ್ಲಿ ಭಾರತೀಯರ ಪ್ರವೇಶವನ್ನು ಸುಮಾರು 200 ವಿದ್ಯಾರ್ಥಿಗಳಿಗೆ ಸೀಮಿತಗೊಳಿಸಲಾಗಿದೆ. ಕೆಲವು ವಿಶ್ವವಿದ್ಯಾಲಯಗಳು 1,200 ವಿದ್ಯಾರ್ಥಿಗಳನ್ನು ಹೊಂದಿವೆ. ಸುರಕ್ಷತೆ ಕುರಿತು ಹೆಚ್ಚಿನ ಗಮನ ಹರಿಸಬೇಕು ಎಂದು ಅವರು ಹೇಳಿದ್ದಾರೆ. <box>400 998 571 1148</box>
singer-col1: ಮುಂಬೈ,ಫೆ.10-ಹೊಸ ಗಾಯಕರ ವರ್ತನೆ ಬಗ್ಗೆ ಗಾಯಕ-ಸಂಯೋಜಕ ವಿಶಾಲ್ ದದ್ಲಾನಿ ಅಸಮಾಧಾನ ವ್ಯಕ್ತಪಡಿಸಿದ್ದಾರೆ. "ಯಾರಾದರೂ ನನ್ನನ್ನು ಭೇಟಿ ಮಾಡಲು ಬಯಸಿದರೆ, ಅವರು ತಮ್ಮ ಸೋಶಿಯಲ್ ಮೀಡಿಯಾ ಫಾಲೋವರ್ಸ್ ಬಗ್ಗೆ ಹೇಳುತ್ತಾರೆ" ಎಂದು ಅವರು ಹೇಳಿದ್ದಾರೆ. ಅವರ ಪ್ರಕಾರ, ಪ್ರತಿಭೆಗಿಂತ ಹೆಚ್ಚಾಗಿ ಜನಪ್ರಿಯತೆಗೆ ಆದ್ಯತೆ ನೀಡುವ ಈ ಪ್ರವೃತ್ತಿ ಸರಿಯಲ್ಲ. <box>952 2047 1123 2134</box>
singer-col2: ಕಾರ್ಯಕರ್ತರ ನಡವಳಿಕೆ ಬದಲಾಗಿದೆ. ನಿಮ್ಮ ಸಂಗೀತದ ಮೂಲಕ ಜನರನ್ನು ತಲುಪಿ, ಅನುಯಾಯಿಗಳ ಸಂಖ್ಯೆಯ ಮೂಲಕ ಅಲ್ಲ ಎಂದು ಸಲಹೆ ನೀಡಿದ್ದಾರೆ. ಸಂಗೀತ ಉದ್ಯಮದಲ್ಲಿ ಪ್ರತಿಭೆ ಮುಖ್ಯ. ಸಾಮಾಜಿಕ ಮಾಧ್ಯಮದ ಜನಪ್ರಿಯತೆ ತಾತ್ಕಾಲಿಕ. ನಿಜವಾದ ಕಲಾವಿದರು ತಮ್ಮ ಕಲೆಯ ಮೂಲಕ ಗುರುತಿಸಿಕೊಳ್ಳಬೇಕು ಎಂದು ವಿಶಾಲ್ ದದ್ಲಾನಿ ಹೇಳಿದ್ದಾರೆ. <box>1130 2047 1301 2134</box>
magenta-dot <box>1380 2298 1399 2318</box>
sir-headline-line1: ಎಸ್‌ಐಆರ್ ತಪ್ಪಿಸಲು ಟಿಎಂಸಿ <box>151 144 471 185</box>
registration-marks-right <box>1356 2298 1470 2318</box>
kidnap-col3: ಮನೆಯಲ್ಲೇ ಸುಟ್ಟುಹಾಕಿದ್ದ ಆಕೆ, ಬಳಿಕ ಪ್ಲಾನ್ ಮಾಡಿ ಪೊಲೀಸರ ದಾರಿ ತಪ್ಪಿಸಿದ್ದಾಳೆ. ನಾಟಕ ಆಡಿರುವುದು ಪತ್ತೆಯಾಗಿದೆ. ವಿದ್ಯಾರ್ಥಿನಿಗೆ ಸೂಕ್ತ ಕೌನ್ಸೆಲಿಂಗ್ ನೀಡಲಾಗಿದೆ. ಪೋಷಕರು ಮಗಳ ಬೇಡಿಕೆಯನ್ನು ಪರಿಗಣಿಸುವುದಾಗಿ ಭರವಸೆ ನೀಡಿದ್ದಾರೆ. ಪೊಲೀಸರು ಕುಟುಂಬದ ಒಪ್ಪಿಗೆ ಮೇರೆಗೆ ಪ್ರಕರಣವನ್ನು ಮುಕ್ತಾಯಗೊಳಿಸಿದ್ದಾರೆ. ಸ್ಥಳೀಯರು ನಿಟ್ಟುಸಿರು ಬಿಟ್ಟಿದ್ದಾರೆ. <box>1308 968 1482 1055</box>
black-dot <box>123 2298 142 2318</box>
vidhana-soudha-building-icon <box>586 823 938 1342</box>
rank-headline: ರಾಜ್ಯಕ್ಕೆ ಪ್ರಥಮ ಸ್ಥಾನ <box>586 132 938 214</box>
electric-headline-line2: ಇಬ್ಬರಿಗೆ ಜೈಲು <box>1141 1635 1294 1674</box>
electric-col2: ಜೈಲು ಶಿಕ್ಷೆಯ ಜೊತೆಗೆ 11 ಸಾವಿರ ರೂ. ದಂಡ ವಿಧಿಸಲಾಗಿದೆ. ನ್ಯಾಯಾಧೀಶರಾದ ಯಶವಂತ ಕುಮಾರ್ ಅವರು ಈ ತೀರ್ಪು ನೀಡಿದ್ದಾರೆ. ಸರ್ಕಾರದ ಪರವಾಗಿ ಸರ್ಕಾರಿ ಅಭಿಯೋಜಕರಾದ ಶಾಂತರಾಜ್ ಅವರು ವಾದ ಮಂಡಿಸಿದ್ದರು. ಪ್ರಕರಣದ ಹಿನ್ನೆಲೆ: ಲಕ್ಷ್ಮಣ ಹಾಗೂ ಲಿಂಗಪ್ಪ ಎಂಬುವರು ಜಮೀನಿನಲ್ಲಿ ಬೆಳೆದಿದ್ದ ಫಸಲಿನ ರಕ್ಷಣೆಗಾಗಿ ತಂತಿ ಬೇಲಿಗೆ ವಿದ್ಯುತ್ ಸಂಪರ್ಕ ಪಡೆದಿದ್ದರು. ಜಮೀನಿನ ತಂತಿ ಬೇಲಿಯ ಬಳಿ ತೆರಳಿದ್ದ ವ್ಯಕ್ತಿ ವಿದ್ಯುತ್ ತಗುಲಿ ಮೃತಪಟ್ಟಿದ್ದರು. <box>1130 1702 1301 1814</box>
vidhana-soudha-tribute-photo <box>586 823 938 1342</box>
student-portrait-icon <box>775 222 938 408</box>
jeffrey-col2: ಸಹೋದರ ಆಂಡ್ರ್ಯೂ ಮೌಂಟ್ ಬ್ಯಾಟನ್-ವಿಂಡ್ಸರ್ ವಿರುದ್ಧದ ಆರೋಪದ ಕುರಿತು ಪೊಲೀಸರು ತನಿಖೆ ನಡೆಸುತ್ತಿದ್ದಾರೆ. ತನಿಖೆಯಲ್ಲಿ ಸಹಕರಿಸಲು ಸಿದ್ಧ ಎಂದು ರಾಜ ಚಾರ್ಲ್ಸ್ ಹೇಳಿದ್ದಾರೆ ಎನ್ನಲಾದ ಮಾಹಿತಿ ಬಯಲಾಗಿದೆ. <box>226 2199 393 2260</box>
electric-headline <box>952 1579 1482 1694</box>
sir-headline <box>52 132 571 236</box>
two-cricketers-icon <box>586 1579 938 1794</box>
rms-caption: ಪದ್ಮಾವತಿ ಜಾಧವ ಹಾಗೂ ಶಿಕ್ಷಕ-ಶಿಕ್ಷಕೇತರ ಸಿಬ್ಬಂದಿ ಹರ್ಷ ವ್ಯಕ್ತಪಡಿಸಿದ್ದಾರೆ. <box>775 735 929 758</box>
